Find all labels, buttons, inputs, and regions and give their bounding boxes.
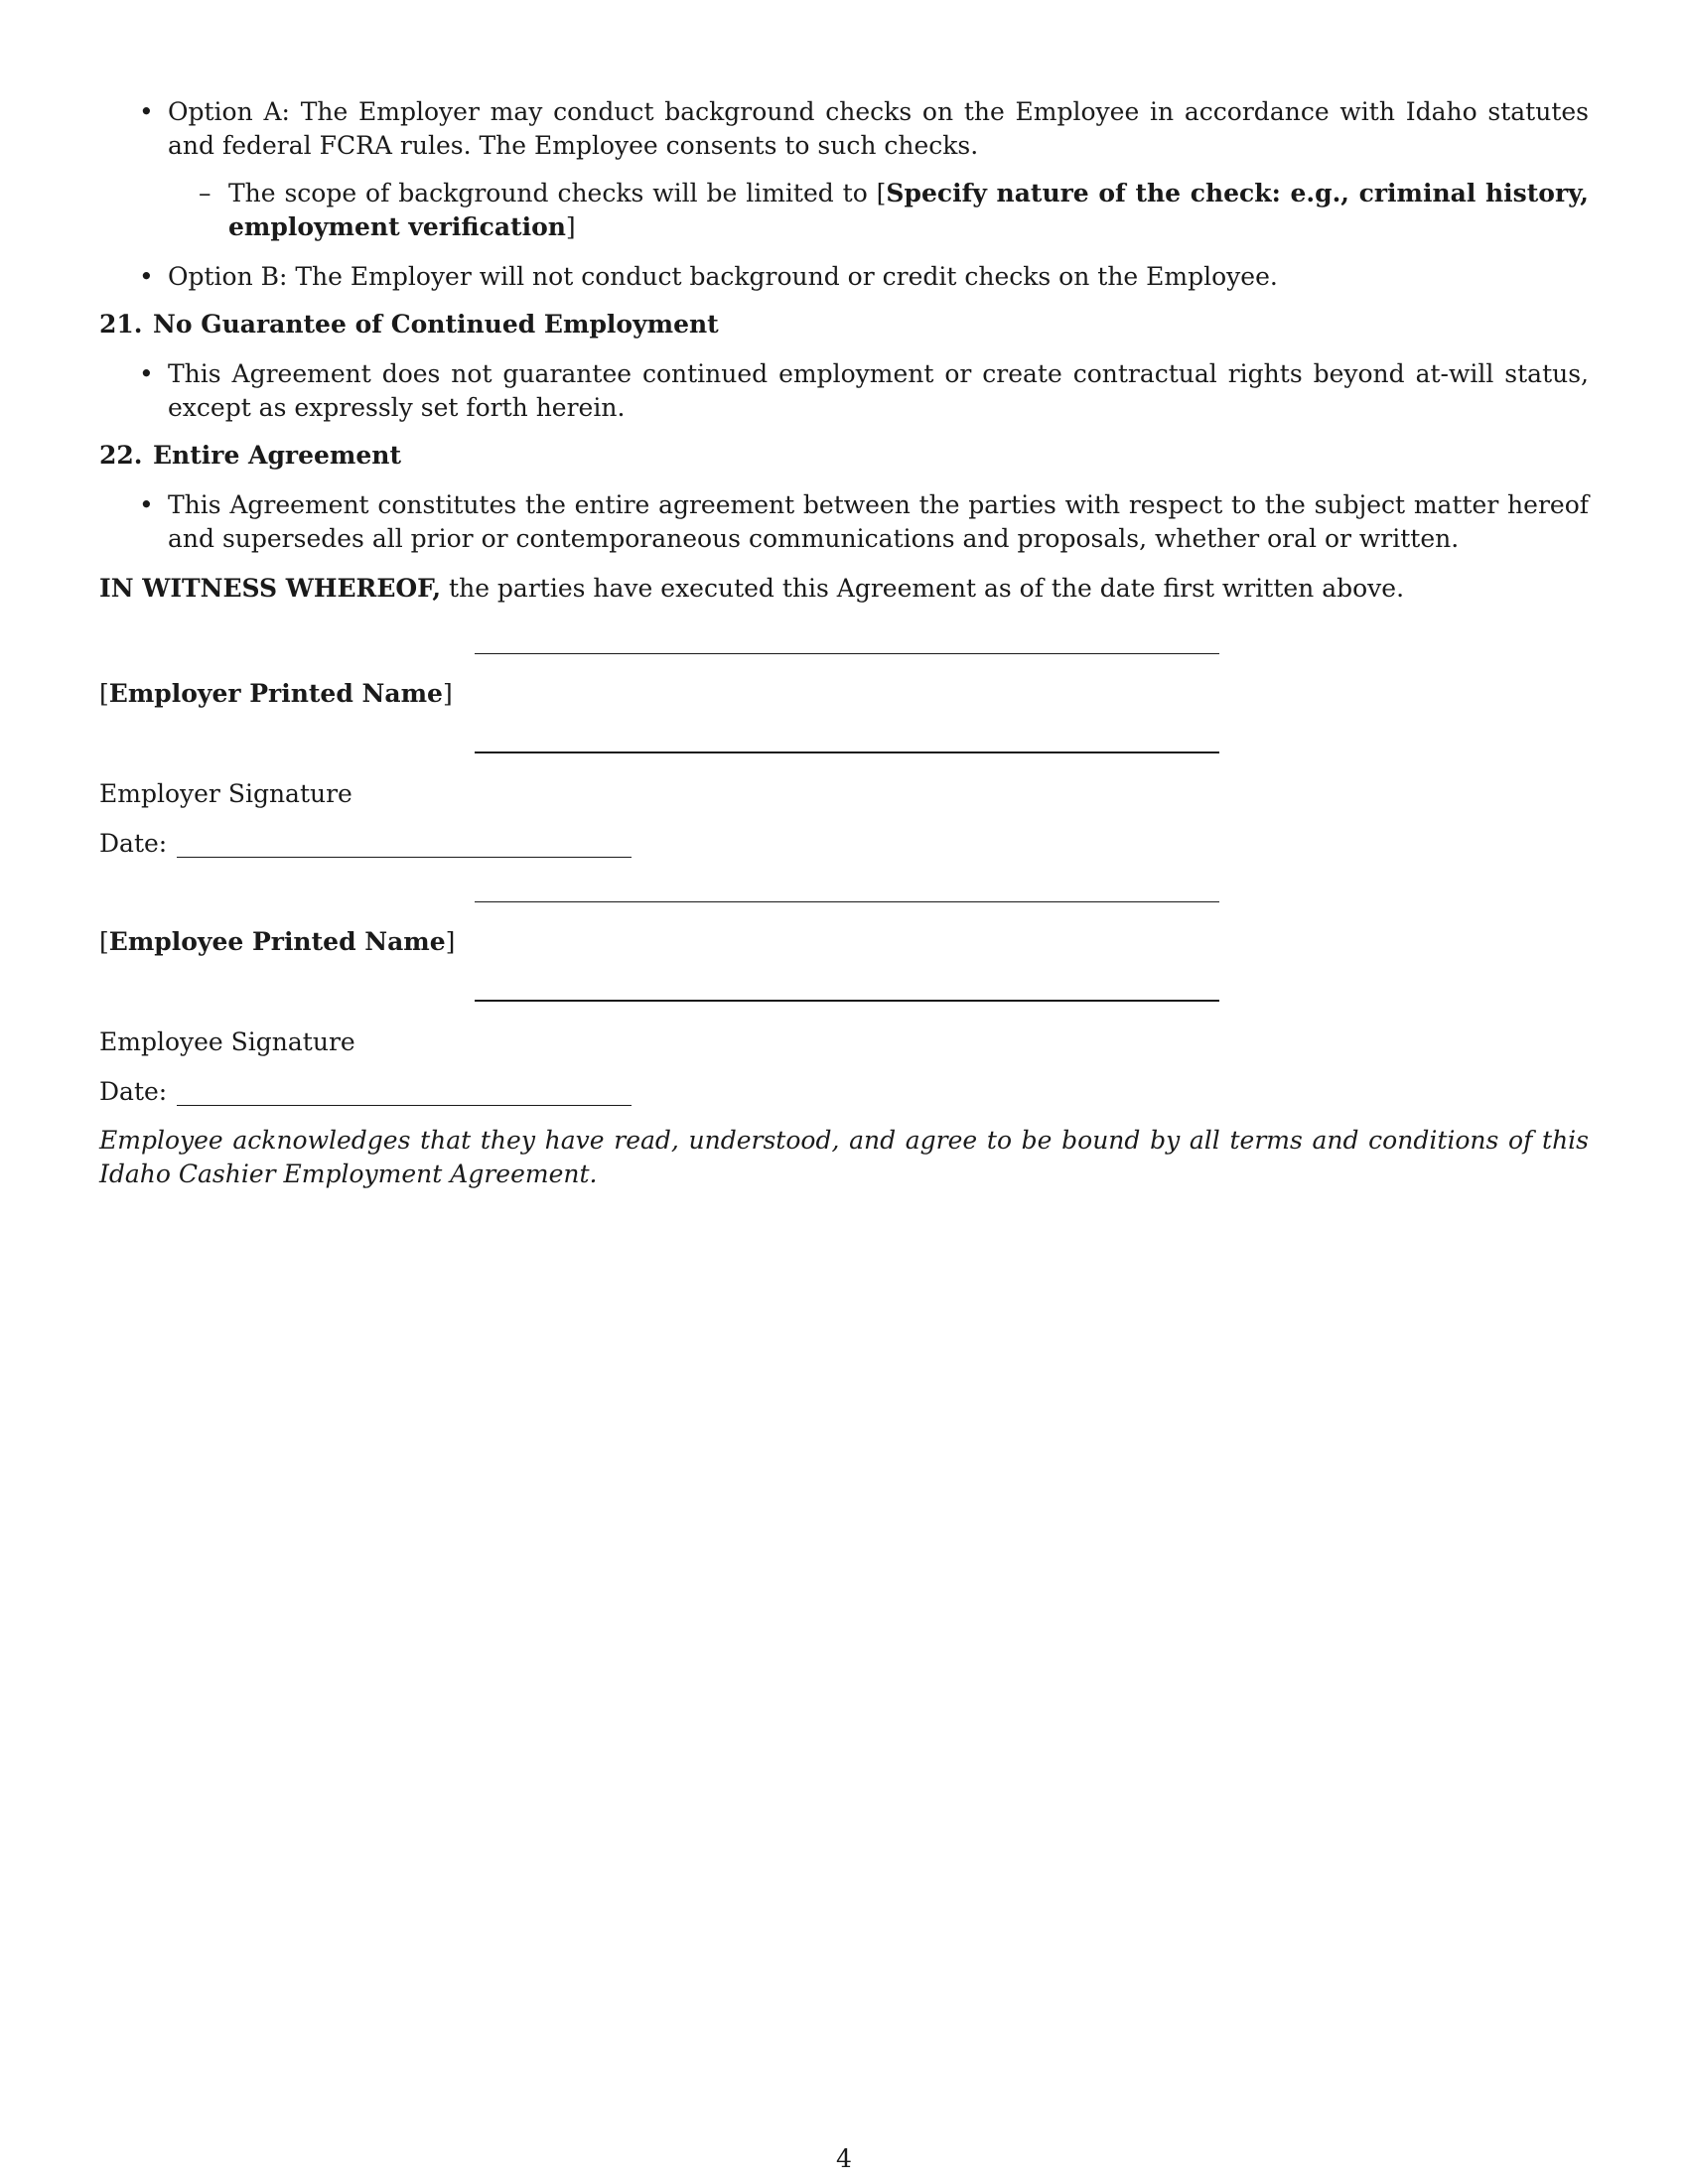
employee-date-row <box>99 1075 632 1109</box>
witness-lead: IN WITNESS WHEREOF, <box>99 574 442 603</box>
dash-icon: – <box>199 179 211 207</box>
document-page <box>99 95 1589 1188</box>
scope-bracket-open: [ <box>876 179 887 207</box>
employer-date-label: Date: <box>99 829 168 858</box>
section-22-text: This Agreement constitutes the entire agreement between the parties with respect to the subject matter hereof and supersedes all prior or contemporaneous communications and proposals, whether oral or written. <box>168 490 1589 553</box>
section-22-title: Entire Agreement <box>153 441 401 470</box>
acknowledgement-text: Employee acknowledges that they have read, understood, and agree to be bound by all terms and conditions of this Idaho Cashier Employment Agreement. <box>99 1126 1589 1188</box>
bullet-icon: • <box>139 97 154 126</box>
section-22-heading <box>99 439 1589 473</box>
scope-bracket-close: ] <box>565 212 576 241</box>
section-21-text: This Agreement does not guarantee continued employment or create contractual rights beyond at-will status, except as expressly set forth herein. <box>168 359 1589 422</box>
section-21-number: 21. <box>99 310 143 339</box>
section-22-number: 22. <box>99 441 143 470</box>
employer-printed-name <box>99 677 453 711</box>
scope-text: The scope of background checks will be limited to <box>228 179 877 207</box>
employee-printed-name <box>99 925 455 959</box>
section-21-heading <box>99 308 1589 341</box>
employee-signature-label: Employee Signature <box>99 1027 355 1056</box>
option-a-item <box>99 95 1589 163</box>
bracket-close: ] <box>445 927 456 956</box>
bullet-icon: • <box>139 490 154 519</box>
employee-name-line <box>475 901 1219 902</box>
bracket-open: [ <box>99 679 109 708</box>
employee-date-line <box>177 1105 632 1106</box>
employee-name-placeholder: Employee Printed Name <box>108 927 446 956</box>
employer-date-line <box>177 857 632 858</box>
witness-paragraph <box>99 572 1589 606</box>
option-a-text: Option A: The Employer may conduct background checks on the Employee in accordance with Idaho statutes and federal FCRA rules. The Employee consents to such checks. <box>168 97 1589 160</box>
employer-signature-label: Employer Signature <box>99 779 352 808</box>
employee-date-label: Date: <box>99 1077 168 1106</box>
employer-signature-line <box>475 751 1219 753</box>
option-b-item <box>99 260 1589 294</box>
witness-text: the parties have executed this Agreement as of the date first written above. <box>441 574 1405 603</box>
bullet-icon: • <box>139 262 154 291</box>
section-21-title: No Guarantee of Continued Employment <box>153 310 719 339</box>
employer-name-line <box>475 653 1219 654</box>
option-b-text: Option B: The Employer will not conduct background or credit checks on the Employee. <box>168 262 1278 291</box>
bracket-open: [ <box>99 927 109 956</box>
bracket-close: ] <box>442 679 453 708</box>
scope-placeholder: Specify nature of the check: e.g., criminal history, employment verification <box>228 179 1589 241</box>
bullet-icon: • <box>139 359 154 388</box>
page-number: 4 <box>836 2144 852 2173</box>
section-21-item <box>99 357 1589 425</box>
employer-name-placeholder: Employer Printed Name <box>108 679 443 708</box>
section-22-item <box>99 488 1589 556</box>
employee-signature-line <box>475 1000 1219 1002</box>
employer-date-row <box>99 827 632 861</box>
scope-subitem <box>99 177 1589 244</box>
